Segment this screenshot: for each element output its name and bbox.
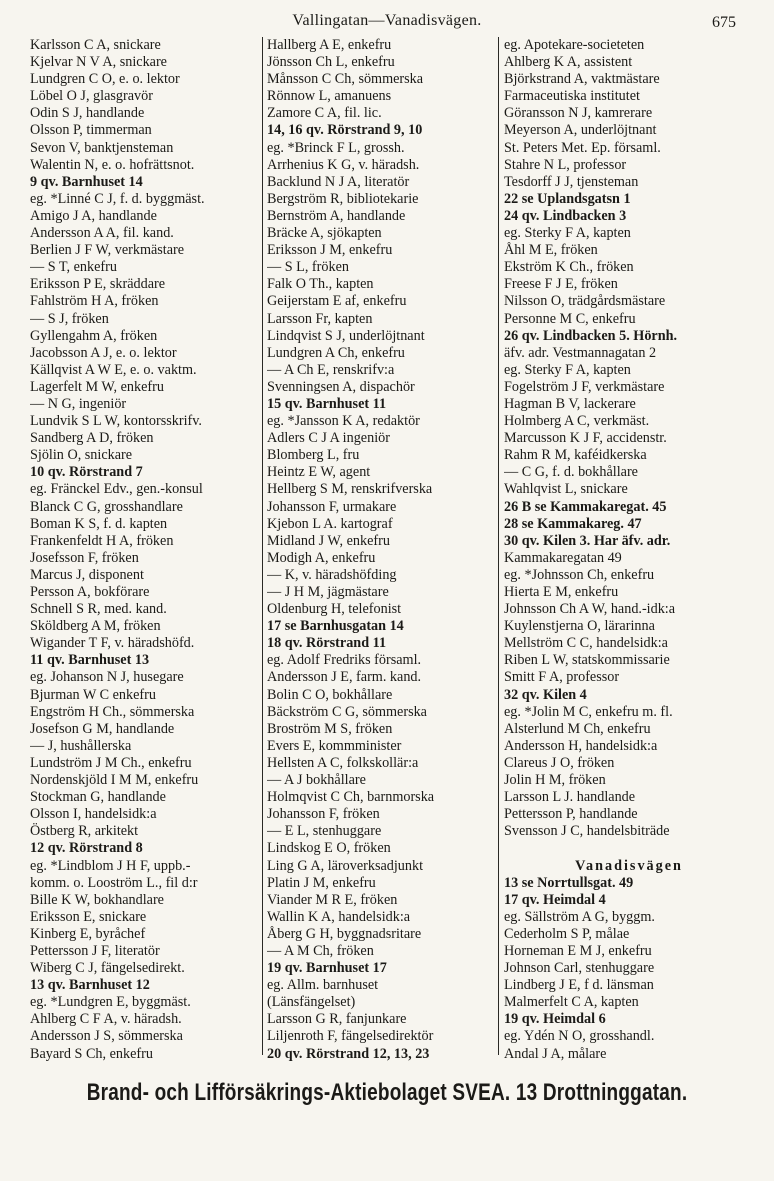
directory-entry: Boman K S, f. d. kapten	[30, 515, 168, 532]
directory-entry: Eriksson E, snickare	[30, 908, 147, 925]
directory-entry: Kuylenstjerna O, lärarinna	[504, 618, 655, 635]
footer-company: Brand- och Lifförsäkrings-Aktiebolaget SVEA.	[86, 1080, 511, 1107]
directory-entry: Åberg G H, byggnadsritare	[267, 925, 422, 942]
directory-entry: Löbel O J, glasgravör	[30, 88, 153, 105]
directory-entry: Larsson G R, fanjunkare	[267, 1011, 407, 1028]
directory-entry: Johansson F, urmakare	[267, 498, 397, 515]
block-heading: 17 qv. Heimdal 4	[504, 891, 606, 908]
block-heading: 17 se Barnhusgatan 14	[267, 618, 404, 635]
directory-entry: Jönsson Ch L, enkefru	[267, 54, 395, 71]
directory-entry: Jacobsson A J, e. o. lektor	[30, 344, 177, 361]
directory-entry: Meyerson A, underlöjtnant	[504, 122, 657, 139]
directory-entry: Åhl M E, fröken	[504, 242, 598, 259]
directory-entry: Marcusson K J F, accidenstr.	[504, 430, 667, 447]
directory-entry: Lindberg J E, f d. länsman	[504, 977, 654, 994]
block-heading: 19 qv. Heimdal 6	[504, 1011, 606, 1028]
directory-entry: — C G, f. d. bokhållare	[504, 464, 638, 481]
directory-entry: eg. *Jansson K A, redaktör	[267, 413, 420, 430]
directory-entry: Larsson L J. handlande	[504, 789, 636, 806]
directory-entry: Bille K W, bokhandlare	[30, 891, 164, 908]
directory-entry: Engström H Ch., sömmerska	[30, 703, 195, 720]
directory-entry: Andal J A, målare	[504, 1045, 607, 1062]
directory-entry: Cederholm S P, målae	[504, 925, 630, 942]
footer-advertisement	[0, 1080, 774, 1108]
directory-entry: Marcus J, disponent	[30, 566, 144, 583]
directory-entry: Hellberg S M, renskrifverska	[267, 481, 433, 498]
directory-entry: Midland J W, enkefru	[267, 532, 390, 549]
directory-entry: Lindskog E O, fröken	[267, 840, 391, 857]
directory-entry: Ahlberg C F A, v. häradsh.	[30, 1011, 182, 1028]
directory-entry: Tesdorff J J, tjensteman	[504, 173, 639, 190]
directory-entry: Bjurman W C enkefru	[30, 686, 156, 703]
directory-entry: Broström M S, fröken	[267, 720, 393, 737]
directory-entry: Geijerstam E af, enkefru	[267, 293, 407, 310]
directory-entry: Fahlström H A, fröken	[30, 293, 159, 310]
directory-entry: Ekström K Ch., fröken	[504, 259, 634, 276]
directory-entry: Falk O Th., kapten	[267, 276, 374, 293]
directory-entry: Farmaceutiska institutet	[504, 88, 640, 105]
directory-entry: Frankenfeldt H A, fröken	[30, 532, 174, 549]
directory-entry: Arrhenius K G, v. häradsh.	[267, 156, 420, 173]
directory-entry: Stahre N L, professor	[504, 156, 627, 173]
directory-entry: eg. Adolf Fredriks församl.	[267, 652, 422, 669]
directory-entry: eg. *Brinck F L, grossh.	[267, 139, 405, 156]
directory-entry: St. Peters Met. Ep. församl.	[504, 139, 661, 156]
directory-entry: Lundström J M Ch., enkefru	[30, 754, 192, 771]
directory-entry: Amigo J A, handlande	[30, 207, 157, 224]
directory-entry: Svensson J C, handelsbiträde	[504, 823, 670, 840]
directory-entry: Persson A, bokförare	[30, 584, 150, 600]
directory-entry: eg. Sällström A G, byggm.	[504, 908, 655, 925]
directory-entry: Johnsson Ch A W, hand.-idk:a	[504, 601, 676, 618]
directory-entry: Olsson P, timmerman	[30, 122, 152, 139]
block-heading: 15 qv. Barnhuset 11	[267, 395, 387, 412]
directory-entry: — S L, fröken	[267, 259, 349, 276]
directory-entry: Sevon V, banktjensteman	[30, 139, 174, 156]
directory-entry: Pettersson P, handlande	[504, 806, 638, 823]
directory-entry: — S T, enkefru	[30, 259, 117, 276]
directory-entry: Andersson J S, sömmerska	[30, 1028, 183, 1045]
directory-entry	[504, 840, 754, 857]
directory-entry: Olsson I, handelsidk:a	[30, 806, 157, 823]
directory-entry: eg. Allm. barnhuset	[267, 977, 379, 994]
directory-entry: eg. Apotekare-societeten	[504, 37, 645, 53]
directory-entry: Rönnow L, amanuens	[267, 88, 392, 105]
directory-entry: Gyllengahm A, fröken	[30, 327, 158, 344]
directory-entry: Lindqvist S J, underlöjtnant	[267, 327, 425, 344]
directory-entry: Modigh A, enkefru	[267, 549, 376, 566]
street-heading: Vanadisvägen	[575, 857, 683, 874]
directory-entry: eg. Sterky F A, kapten	[504, 225, 631, 242]
directory-entry: Nilsson O, trädgårdsmästare	[504, 293, 666, 310]
directory-entry: Hallberg A E, enkefru	[267, 37, 392, 53]
directory-entry: Hierta E M, enkefru	[504, 584, 619, 600]
directory-entry: Malmerfelt C A, kapten	[504, 994, 639, 1011]
directory-entry: — N G, ingeniör	[30, 395, 127, 412]
directory-entry: Liljenroth F, fängelsedirektör	[267, 1028, 434, 1045]
directory-entry: Östberg R, arkitekt	[30, 823, 139, 840]
directory-entry: Göransson N J, kamrerare	[504, 105, 653, 122]
block-heading: 10 qv. Rörstrand 7	[30, 464, 143, 481]
directory-entry: — A Ch E, renskrifv:a	[267, 361, 395, 378]
directory-entry: Hellsten A C, folkskollär:a	[267, 754, 419, 771]
directory-entry: Wiberg C J, fängelsedirekt.	[30, 960, 185, 977]
directory-entry: Zamore C A, fil. lic.	[267, 105, 382, 122]
directory-entry: Kjebon L A. kartograf	[267, 515, 393, 532]
directory-entry: — S J, fröken	[30, 310, 109, 327]
directory-entry: — K, v. häradshöfding	[267, 566, 397, 583]
block-heading: 18 qv. Rörstrand 11	[267, 635, 387, 652]
directory-entry: (Länsfängelset)	[267, 994, 356, 1011]
directory-entry: Alsterlund M Ch, enkefru	[504, 720, 651, 737]
directory-entry: Personne M C, enkefru	[504, 310, 636, 327]
directory-entry: Lundgren C O, e. o. lektor	[30, 71, 180, 88]
directory-entry: Wahlqvist L, snickare	[504, 481, 628, 498]
directory-entry: Blomberg L, fru	[267, 447, 360, 464]
directory-entry: Holmqvist C Ch, barnmorska	[267, 789, 435, 806]
directory-entry: Bernström A, handlande	[267, 207, 406, 224]
block-heading: 32 qv. Kilen 4	[504, 686, 587, 703]
directory-entry: Rahm R M, kaféidkerska	[504, 447, 647, 464]
directory-entry: eg. Fränckel Edv., gen.-konsul	[30, 481, 203, 498]
directory-entry: Josefson G M, handlande	[30, 720, 175, 737]
directory-entry: Riben L W, statskommissarie	[504, 652, 670, 669]
directory-entry: Johansson F, fröken	[267, 806, 380, 823]
directory-entry: eg. Johanson N J, husegare	[30, 669, 184, 686]
directory-entry: Stockman G, handlande	[30, 789, 166, 806]
directory-entry: — E L, stenhuggare	[267, 823, 382, 840]
directory-entry: Heintz E W, agent	[267, 464, 371, 481]
directory-entry: Mellström C C, handelsidk:a	[504, 635, 668, 652]
directory-entry: Wigander T F, v. häradshöfd.	[30, 635, 195, 652]
directory-entry: eg. Sterky F A, kapten	[504, 361, 631, 378]
directory-entry: — J, hushållerska	[30, 737, 132, 754]
page-header-title: Vallingatan—Vanadisvägen.	[292, 12, 482, 29]
directory-entry: Berlien J F W, verkmästare	[30, 242, 185, 259]
directory-entry: Eriksson J M, enkefru	[267, 242, 393, 259]
directory-entry: eg. *Jolin M C, enkefru m. fl.	[504, 703, 673, 720]
directory-entry: Wallin K A, handelsidk:a	[267, 908, 411, 925]
directory-entry: Odin S J, handlande	[30, 105, 145, 122]
directory-entry: Freese F J E, fröken	[504, 276, 618, 293]
directory-entry: Pettersson J F, literatör	[30, 942, 160, 959]
directory-entry: Ahlberg K A, assistent	[504, 54, 633, 71]
directory-entry: Clareus J O, fröken	[504, 754, 615, 771]
directory-entry: — A J bokhållare	[267, 772, 366, 789]
directory-entry: Walentin N, e. o. hofrättsnot.	[30, 156, 195, 173]
page-number: 675	[712, 14, 736, 31]
directory-entry: Källqvist A W E, e. o. vaktm.	[30, 361, 197, 378]
directory-column-1	[30, 37, 258, 1062]
directory-entry: Nordenskjöld I M M, enkefru	[30, 772, 199, 789]
directory-entry: Kjelvar N V A, snickare	[30, 54, 167, 71]
directory-entry: Backlund N J A, literatör	[267, 173, 410, 190]
block-heading: 26 B se Kammakaregat. 45	[504, 498, 667, 515]
block-heading: 14, 16 qv. Rörstrand 9, 10	[267, 122, 423, 139]
directory-entry: eg. Ydén N O, grosshandl.	[504, 1028, 655, 1045]
directory-entry: — A M Ch, fröken	[267, 942, 374, 959]
directory-entry: Hagman B V, lackerare	[504, 395, 636, 412]
directory-entry: Bergström R, bibliotekarie	[267, 190, 419, 207]
directory-entry: Karlsson C A, snickare	[30, 37, 161, 53]
directory-entry: Oldenburg H, telefonist	[267, 601, 402, 618]
directory-entry: Johnson Carl, stenhuggare	[504, 960, 655, 977]
directory-entry: äfv. adr. Vestmannagatan 2	[504, 344, 657, 361]
directory-entry: komm. o. Looström L., fil d:r	[30, 874, 198, 891]
directory-entry: Lundvik S L W, kontorsskrifv.	[30, 413, 202, 430]
directory-entry: Fogelström J F, verkmästare	[504, 378, 665, 395]
block-heading: 12 qv. Rörstrand 8	[30, 840, 143, 857]
directory-entry: Sandberg A D, fröken	[30, 430, 154, 447]
directory-entry: Blanck C G, grosshandlare	[30, 498, 183, 515]
directory-entry: eg. *Linné C J, f. d. byggmäst.	[30, 190, 205, 207]
block-heading: 28 se Kammakareg. 47	[504, 515, 642, 532]
directory-entry: Sköldberg A M, fröken	[30, 618, 161, 635]
block-heading: 11 qv. Barnhuset 13	[30, 652, 150, 669]
directory-entry: Horneman E M J, enkefru	[504, 942, 652, 959]
block-heading: 9 qv. Barnhuset 14	[30, 173, 143, 190]
directory-entry: Kammakaregatan 49	[504, 549, 622, 566]
directory-entry: Larsson Fr, kapten	[267, 310, 373, 327]
block-heading: 24 qv. Lindbacken 3	[504, 207, 627, 224]
directory-entry: eg. *Lindblom J H F, uppb.-	[30, 857, 191, 874]
block-heading: 22 se Uplandsgatsn 1	[504, 190, 631, 207]
block-heading: 26 qv. Lindbacken 5. Hörnh.	[504, 327, 678, 344]
directory-entry: Bräcke A, sjökapten	[267, 225, 382, 242]
directory-entry: Jolin H M, fröken	[504, 772, 606, 789]
directory-entry: Bolin C O, bokhållare	[267, 686, 393, 703]
block-heading: 13 qv. Barnhuset 12	[30, 977, 150, 994]
directory-entry: Bäckström C G, sömmerska	[267, 703, 427, 720]
directory-entry: Kinberg E, byråchef	[30, 925, 146, 942]
directory-entry: Adlers C J A ingeniör	[267, 430, 390, 447]
directory-entry: — J H M, jägmästare	[267, 584, 389, 600]
directory-entry: Andersson A A, fil. kand.	[30, 225, 174, 242]
directory-entry: Andersson J E, farm. kand.	[267, 669, 422, 686]
directory-entry: Eriksson P E, skräddare	[30, 276, 166, 293]
block-heading: 30 qv. Kilen 3. Har äfv. adr.	[504, 532, 671, 549]
directory-entry: Sjölin O, snickare	[30, 447, 133, 464]
directory-entry: Evers E, kommminister	[267, 737, 402, 754]
block-heading: 13 se Norrtullsgat. 49	[504, 874, 634, 891]
directory-entry: Svenningsen A, dispachör	[267, 378, 415, 395]
directory-entry: Schnell S R, med. kand.	[30, 601, 167, 618]
directory-entry: Smitt F A, professor	[504, 669, 620, 686]
directory-entry: Lundgren A Ch, enkefru	[267, 344, 405, 361]
directory-entry: Josefsson F, fröken	[30, 549, 139, 566]
directory-column-2	[262, 37, 501, 1062]
directory-entry: eg. *Johnsson Ch, enkefru	[504, 566, 655, 583]
block-heading: 20 qv. Rörstrand 12, 13, 23	[267, 1045, 430, 1062]
block-heading: 19 qv. Barnhuset 17	[267, 960, 387, 977]
footer-address: 13 Drottninggatan.	[515, 1080, 688, 1107]
directory-entry: Björkstrand A, vaktmästare	[504, 71, 660, 88]
directory-entry: Lagerfelt M W, enkefru	[30, 378, 164, 395]
directory-entry: Ling G A, läroverksadjunkt	[267, 857, 424, 874]
directory-entry: eg. *Lundgren E, byggmäst.	[30, 994, 191, 1011]
directory-entry: Viander M R E, fröken	[267, 891, 398, 908]
directory-entry: Månsson C Ch, sömmerska	[267, 71, 424, 88]
directory-entry: Bayard S Ch, enkefru	[30, 1045, 153, 1062]
directory-entry: Platin J M, enkefru	[267, 874, 376, 891]
directory-column-3	[498, 37, 754, 1062]
directory-entry: Holmberg A C, verkmäst.	[504, 413, 650, 430]
directory-entry: Andersson H, handelsidk:a	[504, 737, 658, 754]
